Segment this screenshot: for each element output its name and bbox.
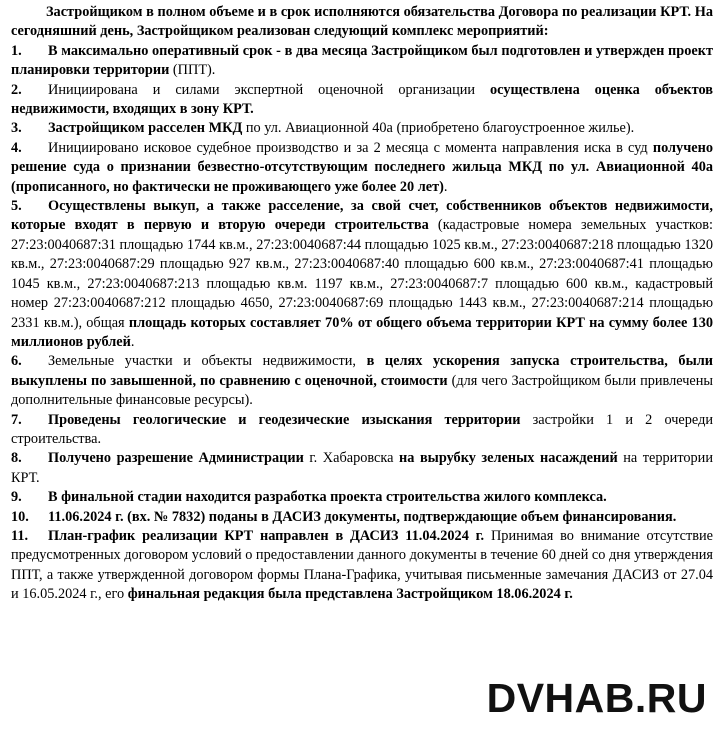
list-item-3: 3. Застройщиком расселен МКД по ул. Авиационной 40а (приобретено благоустроенное жилье). — [11, 120, 635, 137]
list-item-2: 2. Инициирована и силами экспертной оценочной организации осуществлена оценка объектов недвижимости, входящих в зону КРТ. — [11, 81, 713, 118]
intro-paragraph: Застройщиком в полном объеме и в срок исполняются обязательства Договора по реализации КРТ. На сегодняшний день, Застройщиком реализован следующий комплекс мероприятий: — [11, 4, 713, 40]
site-watermark: DVHAB.RU — [486, 675, 707, 721]
document-body — [11, 3, 713, 605]
list-item-11: 11. План-график реализации КРТ направлен в ДАСИЗ 11.04.2024 г. Принимая во внимание отсутствие предусмотренных договором условий о предоставлении данного документы в течение 60 дней со дня утверждения ППТ, а также утвержденной договором формы Плана-Графика, учитывая письменные замечания ДАСИЗ от 27.04 и 16.05.2024 г., его финальная редакция была представлена Застройщиком 18.06.2024 г. — [11, 527, 714, 603]
list-item-4: 4. Инициировано исковое судебное производство и за 2 месяца с момента направления иска в суд получено решение суда о признании безвестно-отсутствующим последнего жильца МКД по ул. Авиационной 40а (прописанного, но фактически не проживающего уже более 20 лет). — [11, 139, 713, 195]
list-item-10: 10. 11.06.2024 г. (вх. № 7832) поданы в ДАСИЗ документы, подтверждающие объем финансирования. — [11, 508, 677, 525]
list-item-8: 8. Получено разрешение Администрации г. Хабаровска на вырубку зеленых насаждений на территории КРТ. — [11, 450, 713, 486]
list-item-9: 9. В финальной стадии находится разработка проекта строительства жилого комплекса. — [11, 489, 607, 506]
list-item-1: 1. В максимально оперативный срок - в два месяца Застройщиком был подготовлен и утвержден проект планировки территории (ППТ). — [11, 42, 713, 79]
list-item-6: 6. Земельные участки и объекты недвижимости, в целях ускорения запуска строительства, были выкуплены по завышенной, по сравнению с оценочной, стоимости (для чего Застройщиком были привлечены дополнительные финансовые ресурсы). — [11, 353, 714, 409]
list-item-7: 7. Проведены геологические и геодезические изыскания территории застройки 1 и 2 очереди строительства. — [11, 411, 713, 447]
list-item-5: 5. Осуществлены выкуп, а также расселение, за свой счет, собственников объектов недвижимости, которые входят в первую и вторую очереди строительства (кадастровые номера земельных участков: 27:23:0040687:31 площадью 1744 кв.м., 27:23:0040687:44 площадью 1025 кв.м., 27:23:0040687:218 площадью 1320 кв.м., 27:23:0040687:29 площадью 927 кв.м., 27:23:0040687:40 площадью 600 кв.м., 27:23:0040687:41 площадью 1045 кв.м., 27:23:0040687:213 площадью кв.м. 1197 кв.м., 27:23:0040687:7 площадью 600 кв.м., кадастровый номер 27:23:0040687:212 площадью 4650, 27:23:0040687:69 площадью 1443 кв.м., 27:23:0040687:214 площадью 2331 кв.м.), общая площадь которых составляет 70% от общего объема территории КРТ на сумму более 130 миллионов рублей. — [11, 198, 713, 350]
